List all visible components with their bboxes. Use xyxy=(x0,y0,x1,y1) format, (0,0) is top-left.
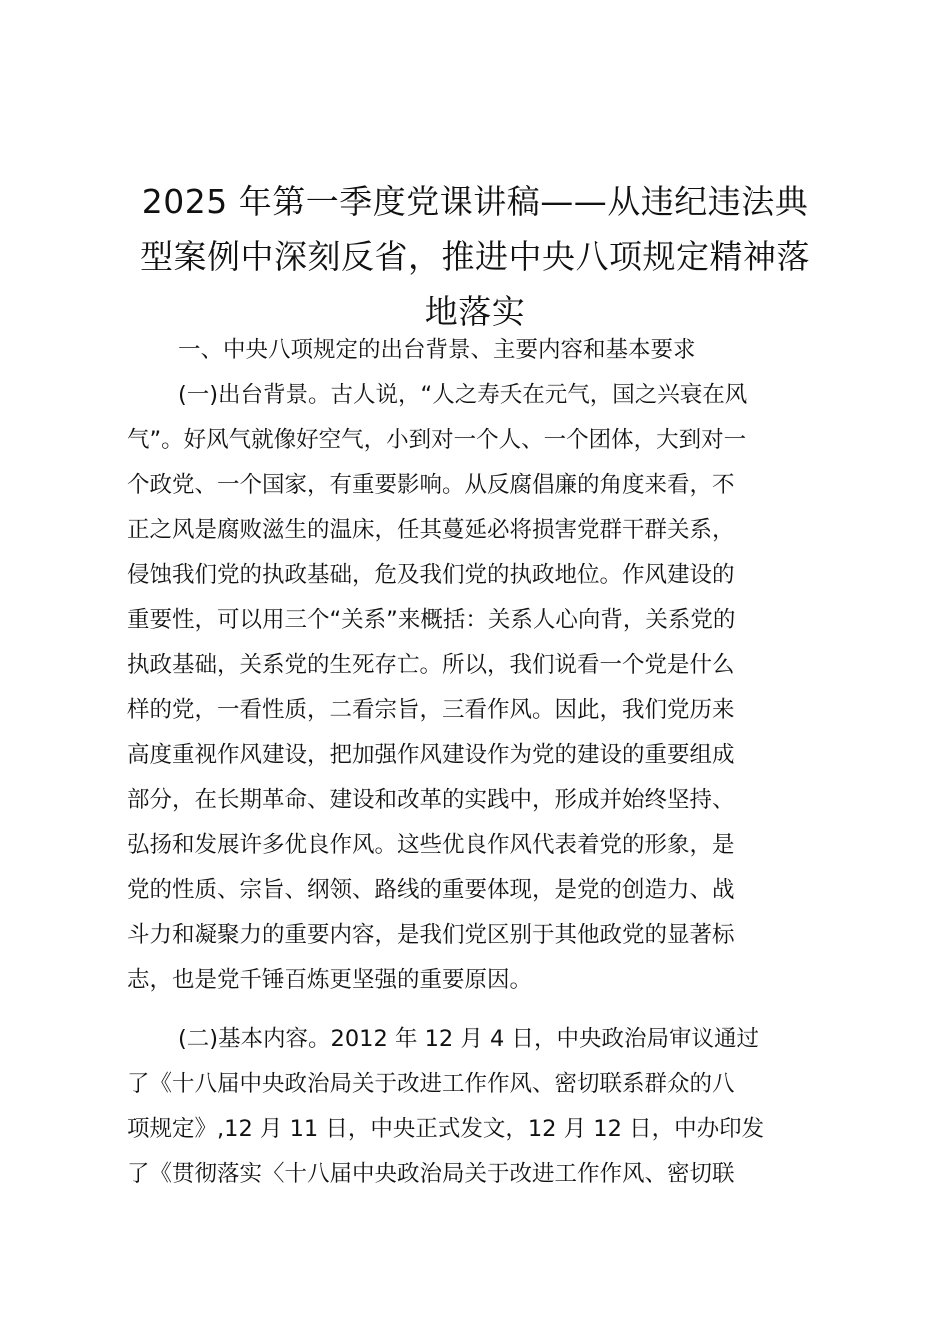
paragraph-line: 了《十八届中央政治局关于改进工作作风、密切联系群众的八 xyxy=(127,1071,735,1097)
paragraph-line: 高度重视作风建设，把加强作风建设作为党的建设的重要组成 xyxy=(127,742,735,768)
paragraph-line: 志，也是党千锤百炼更坚强的重要原因。 xyxy=(127,967,533,993)
paragraph-line: 气”。好风气就像好空气，小到对一个人、一个团体，大到对一 xyxy=(127,427,747,453)
paragraph-line: (二)基本内容。2012 年 12 月 4 日，中央政治局审议通过 xyxy=(178,1026,760,1052)
paragraph-line: 斗力和凝聚力的重要内容，是我们党区别于其他政党的显著标 xyxy=(127,922,735,948)
paragraph-line: 了《贯彻落实〈十八届中央政治局关于改进工作作风、密切联 xyxy=(127,1161,735,1187)
paragraph-spacer xyxy=(127,1003,827,1017)
paragraph-line: 弘扬和发展许多优良作风。这些优良作风代表着党的形象，是 xyxy=(127,832,735,858)
title-line: 地落实 xyxy=(424,292,526,331)
section-heading: 一、中央八项规定的出台背景、主要内容和基本要求 xyxy=(178,337,696,363)
paragraph-content xyxy=(127,1017,827,1197)
paragraph-line: (一)出台背景。古人说，“人之寿夭在元气，国之兴衰在风 xyxy=(178,382,748,408)
paragraph-line: 执政基础，关系党的生死存亡。所以，我们说看一个党是什么 xyxy=(127,652,735,678)
title-line: 型案例中深刻反省，推进中央八项规定精神落 xyxy=(140,237,810,276)
paragraph-line: 个政党、一个国家，有重要影响。从反腐倡廉的角度来看，不 xyxy=(127,472,735,498)
paragraph-line: 项规定》,12 月 11 日，中央正式发文，12 月 12 日，中办印发 xyxy=(127,1116,765,1142)
paragraph-background xyxy=(127,373,827,1003)
document-title xyxy=(110,174,840,339)
document-body xyxy=(127,328,827,1197)
paragraph-line: 部分，在长期革命、建设和改革的实践中，形成并始终坚持、 xyxy=(127,787,735,813)
paragraph-line: 重要性，可以用三个“关系”来概括：关系人心向背，关系党的 xyxy=(127,607,736,633)
paragraph-line: 侵蚀我们党的执政基础，危及我们党的执政地位。作风建设的 xyxy=(127,562,735,588)
paragraph-line: 正之风是腐败滋生的温床，任其蔓延必将损害党群干群关系， xyxy=(127,517,735,543)
title-line: 2025 年第一季度党课讲稿——从违纪违法典 xyxy=(141,182,809,221)
paragraph-line: 样的党，一看性质，二看宗旨，三看作风。因此，我们党历来 xyxy=(127,697,735,723)
paragraph-line: 党的性质、宗旨、纲领、路线的重要体现，是党的创造力、战 xyxy=(127,877,735,903)
